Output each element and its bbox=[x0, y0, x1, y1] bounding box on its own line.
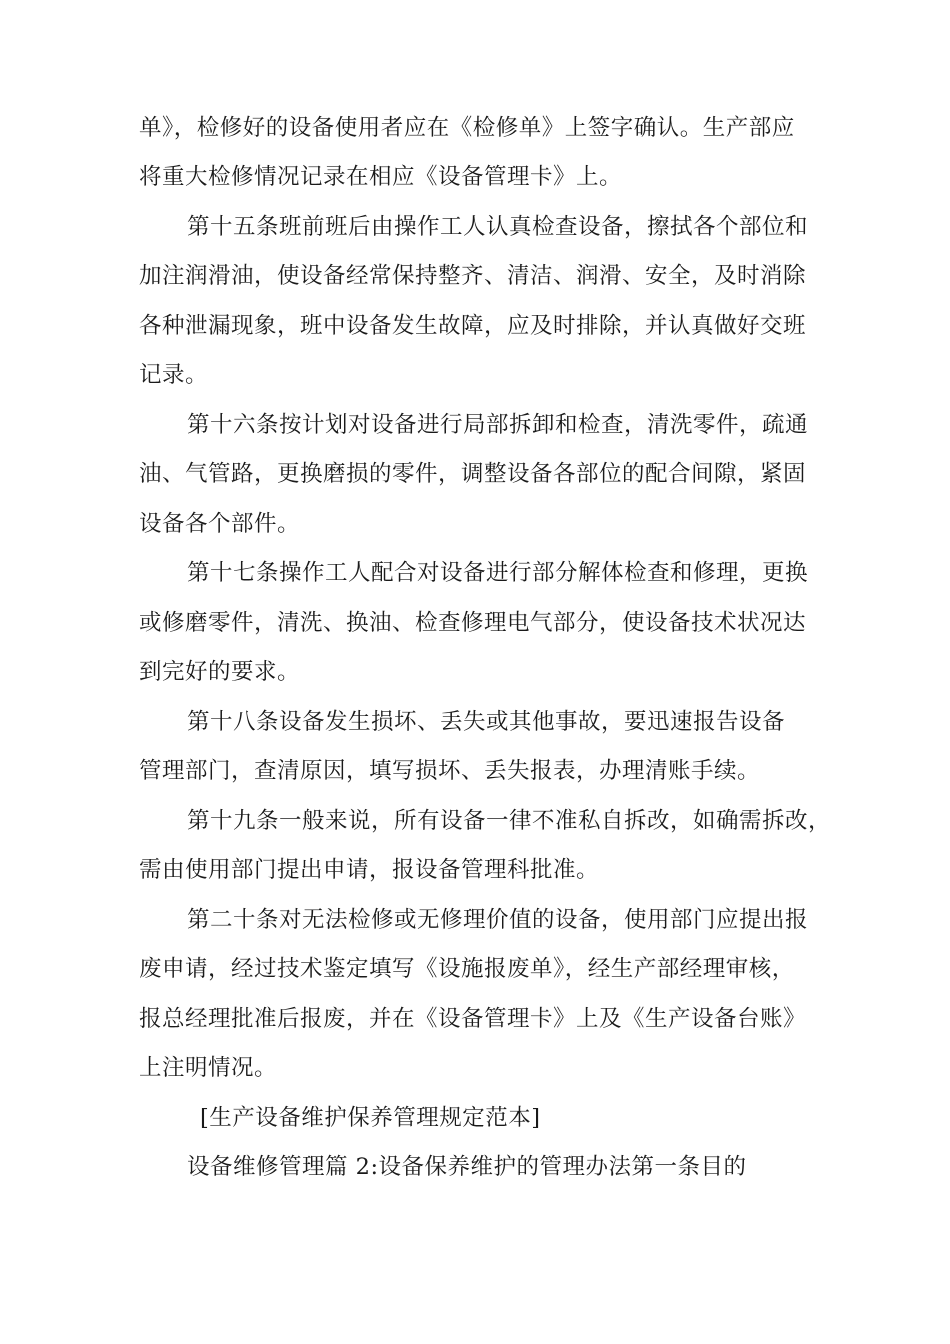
paragraph-17-line: 第十七条操作工人配合对设备进行部分解体检查和修理，更换 bbox=[187, 560, 809, 586]
section-heading: 设备维修管理篇 2:设备保养维护的管理办法第一条目的 bbox=[187, 1154, 747, 1180]
paragraph-16-line: 第十六条按计划对设备进行局部拆卸和检查，清洗零件，疏通 bbox=[187, 412, 809, 438]
text-line: 到完好的要求。 bbox=[139, 659, 301, 685]
paragraph-18-line: 第十八条设备发生损坏、丢失或其他事故，要迅速报告设备 bbox=[187, 709, 786, 735]
text-line: 报总经理批准后报废，并在《设备管理卡》上及《生产设备台账》 bbox=[139, 1006, 807, 1032]
text-line: 油、气管路，更换磨损的零件，调整设备各部位的配合间隙，紧固 bbox=[139, 461, 807, 487]
text-line: 各种泄漏现象，班中设备发生故障，应及时排除，并认真做好交班 bbox=[139, 313, 807, 339]
text-line: 或修磨零件，清洗、换油、检查修理电气部分，使设备技术状况达 bbox=[139, 610, 807, 636]
paragraph-15-line: 第十五条班前班后由操作工人认真检查设备，擦拭各个部位和 bbox=[187, 214, 809, 240]
paragraph-20-line: 第二十条对无法检修或无修理价值的设备，使用部门应提出报 bbox=[187, 907, 809, 933]
text-line: 加注润滑油，使设备经常保持整齐、清洁、润滑、安全，及时消除 bbox=[139, 263, 807, 289]
text-line: 将重大检修情况记录在相应《设备管理卡》上。 bbox=[139, 164, 623, 190]
text-line: 废申请，经过技术鉴定填写《设施报废单》，经生产部经理审核， bbox=[139, 956, 795, 982]
text-line: 单》，检修好的设备使用者应在《检修单》上签字确认。生产部应 bbox=[139, 115, 795, 141]
text-line: 管理部门，查清原因，填写损坏、丢失报表，办理清账手续。 bbox=[139, 758, 761, 784]
text-line: 上注明情况。 bbox=[139, 1055, 278, 1081]
text-line: 设备各个部件。 bbox=[139, 511, 301, 537]
paragraph-19-line: 第十九条一般来说，所有设备一律不准私自拆改，如确需拆改， bbox=[187, 808, 832, 834]
section-heading-bracketed: [生产设备维护保养管理规定范本] bbox=[200, 1105, 541, 1131]
text-line: 记录。 bbox=[139, 362, 209, 388]
text-line: 需由使用部门提出申请，报设备管理科批准。 bbox=[139, 857, 600, 883]
